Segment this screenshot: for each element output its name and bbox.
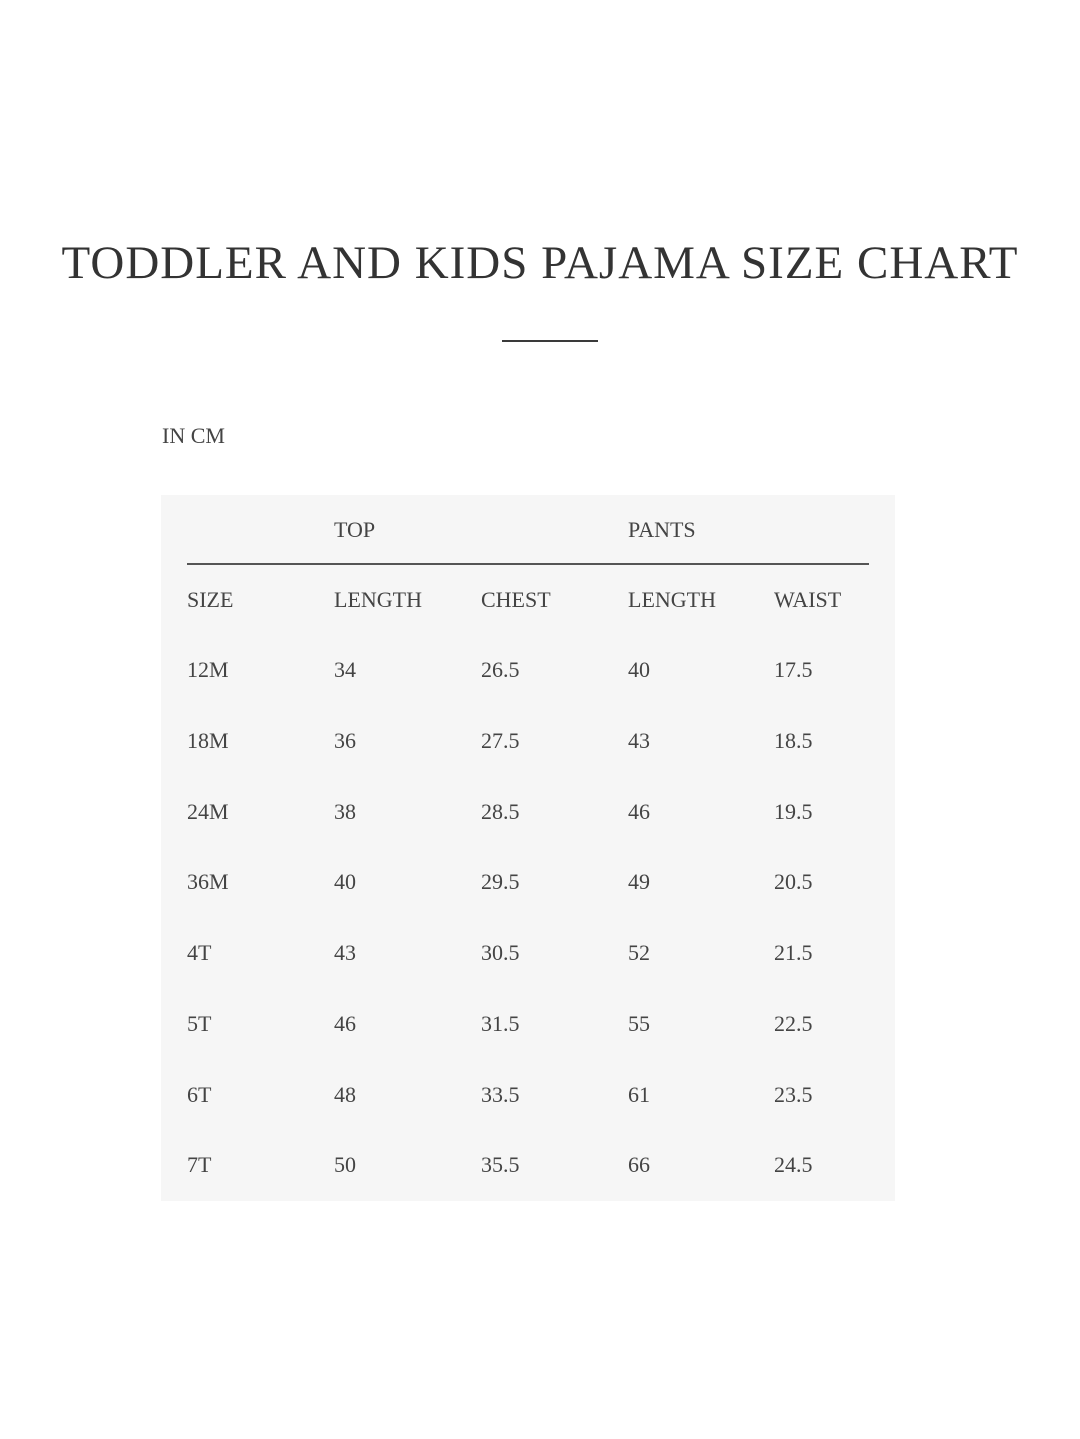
cell-size: 6T [187,1082,212,1107]
table-row [161,1082,895,1153]
unit-label: IN CM [162,423,225,448]
cell-pants-length: 40 [628,657,650,682]
cell-size: 12M [187,657,229,682]
cell-size: 18M [187,728,229,753]
cell-pants-length: 46 [628,799,650,824]
table-row [161,657,895,728]
header-pants-length: LENGTH [628,587,716,612]
header-top-chest: CHEST [481,587,551,612]
cell-top-chest: 30.5 [481,940,520,965]
cell-pants-waist: 18.5 [774,728,813,753]
table-row [161,940,895,1011]
cell-pants-waist: 17.5 [774,657,813,682]
cell-top-length: 34 [334,657,356,682]
group-header-row [161,495,895,565]
cell-top-length: 50 [334,1152,356,1177]
table-row [161,728,895,799]
group-label-top: TOP [334,517,376,542]
cell-pants-length: 61 [628,1082,650,1107]
cell-size: 5T [187,1011,212,1036]
cell-pants-length: 43 [628,728,650,753]
cell-pants-waist: 21.5 [774,940,813,965]
table-row [161,1152,895,1223]
cell-size: 4T [187,940,212,965]
cell-top-length: 48 [334,1082,356,1107]
table-row [161,799,895,870]
cell-size: 7T [187,1152,212,1177]
header-size: SIZE [187,587,234,612]
cell-top-length: 46 [334,1011,356,1036]
column-header-row [161,587,895,658]
cell-size: 24M [187,799,229,824]
cell-top-chest: 29.5 [481,869,520,894]
cell-pants-length: 66 [628,1152,650,1177]
cell-top-chest: 31.5 [481,1011,520,1036]
size-chart-table [161,495,895,1201]
cell-pants-waist: 23.5 [774,1082,813,1107]
cell-top-chest: 33.5 [481,1082,520,1107]
cell-top-chest: 28.5 [481,799,520,824]
cell-size: 36M [187,869,229,894]
cell-pants-length: 55 [628,1011,650,1036]
cell-pants-waist: 24.5 [774,1152,813,1177]
cell-pants-waist: 19.5 [774,799,813,824]
header-pants-waist: WAIST [774,587,842,612]
cell-top-length: 36 [334,728,356,753]
group-label-pants: PANTS [628,517,696,542]
cell-top-length: 40 [334,869,356,894]
cell-top-length: 38 [334,799,356,824]
cell-pants-waist: 22.5 [774,1011,813,1036]
cell-top-chest: 26.5 [481,657,520,682]
page-title: TODDLER AND KIDS PAJAMA SIZE CHART [61,237,1019,289]
cell-top-chest: 27.5 [481,728,520,753]
table-row [161,1011,895,1082]
cell-top-length: 43 [334,940,356,965]
cell-pants-length: 52 [628,940,650,965]
header-top-length: LENGTH [334,587,422,612]
cell-pants-waist: 20.5 [774,869,813,894]
cell-top-chest: 35.5 [481,1152,520,1177]
cell-pants-length: 49 [628,869,650,894]
table-row [161,869,895,940]
title-divider [502,340,598,342]
group-divider [187,563,869,565]
